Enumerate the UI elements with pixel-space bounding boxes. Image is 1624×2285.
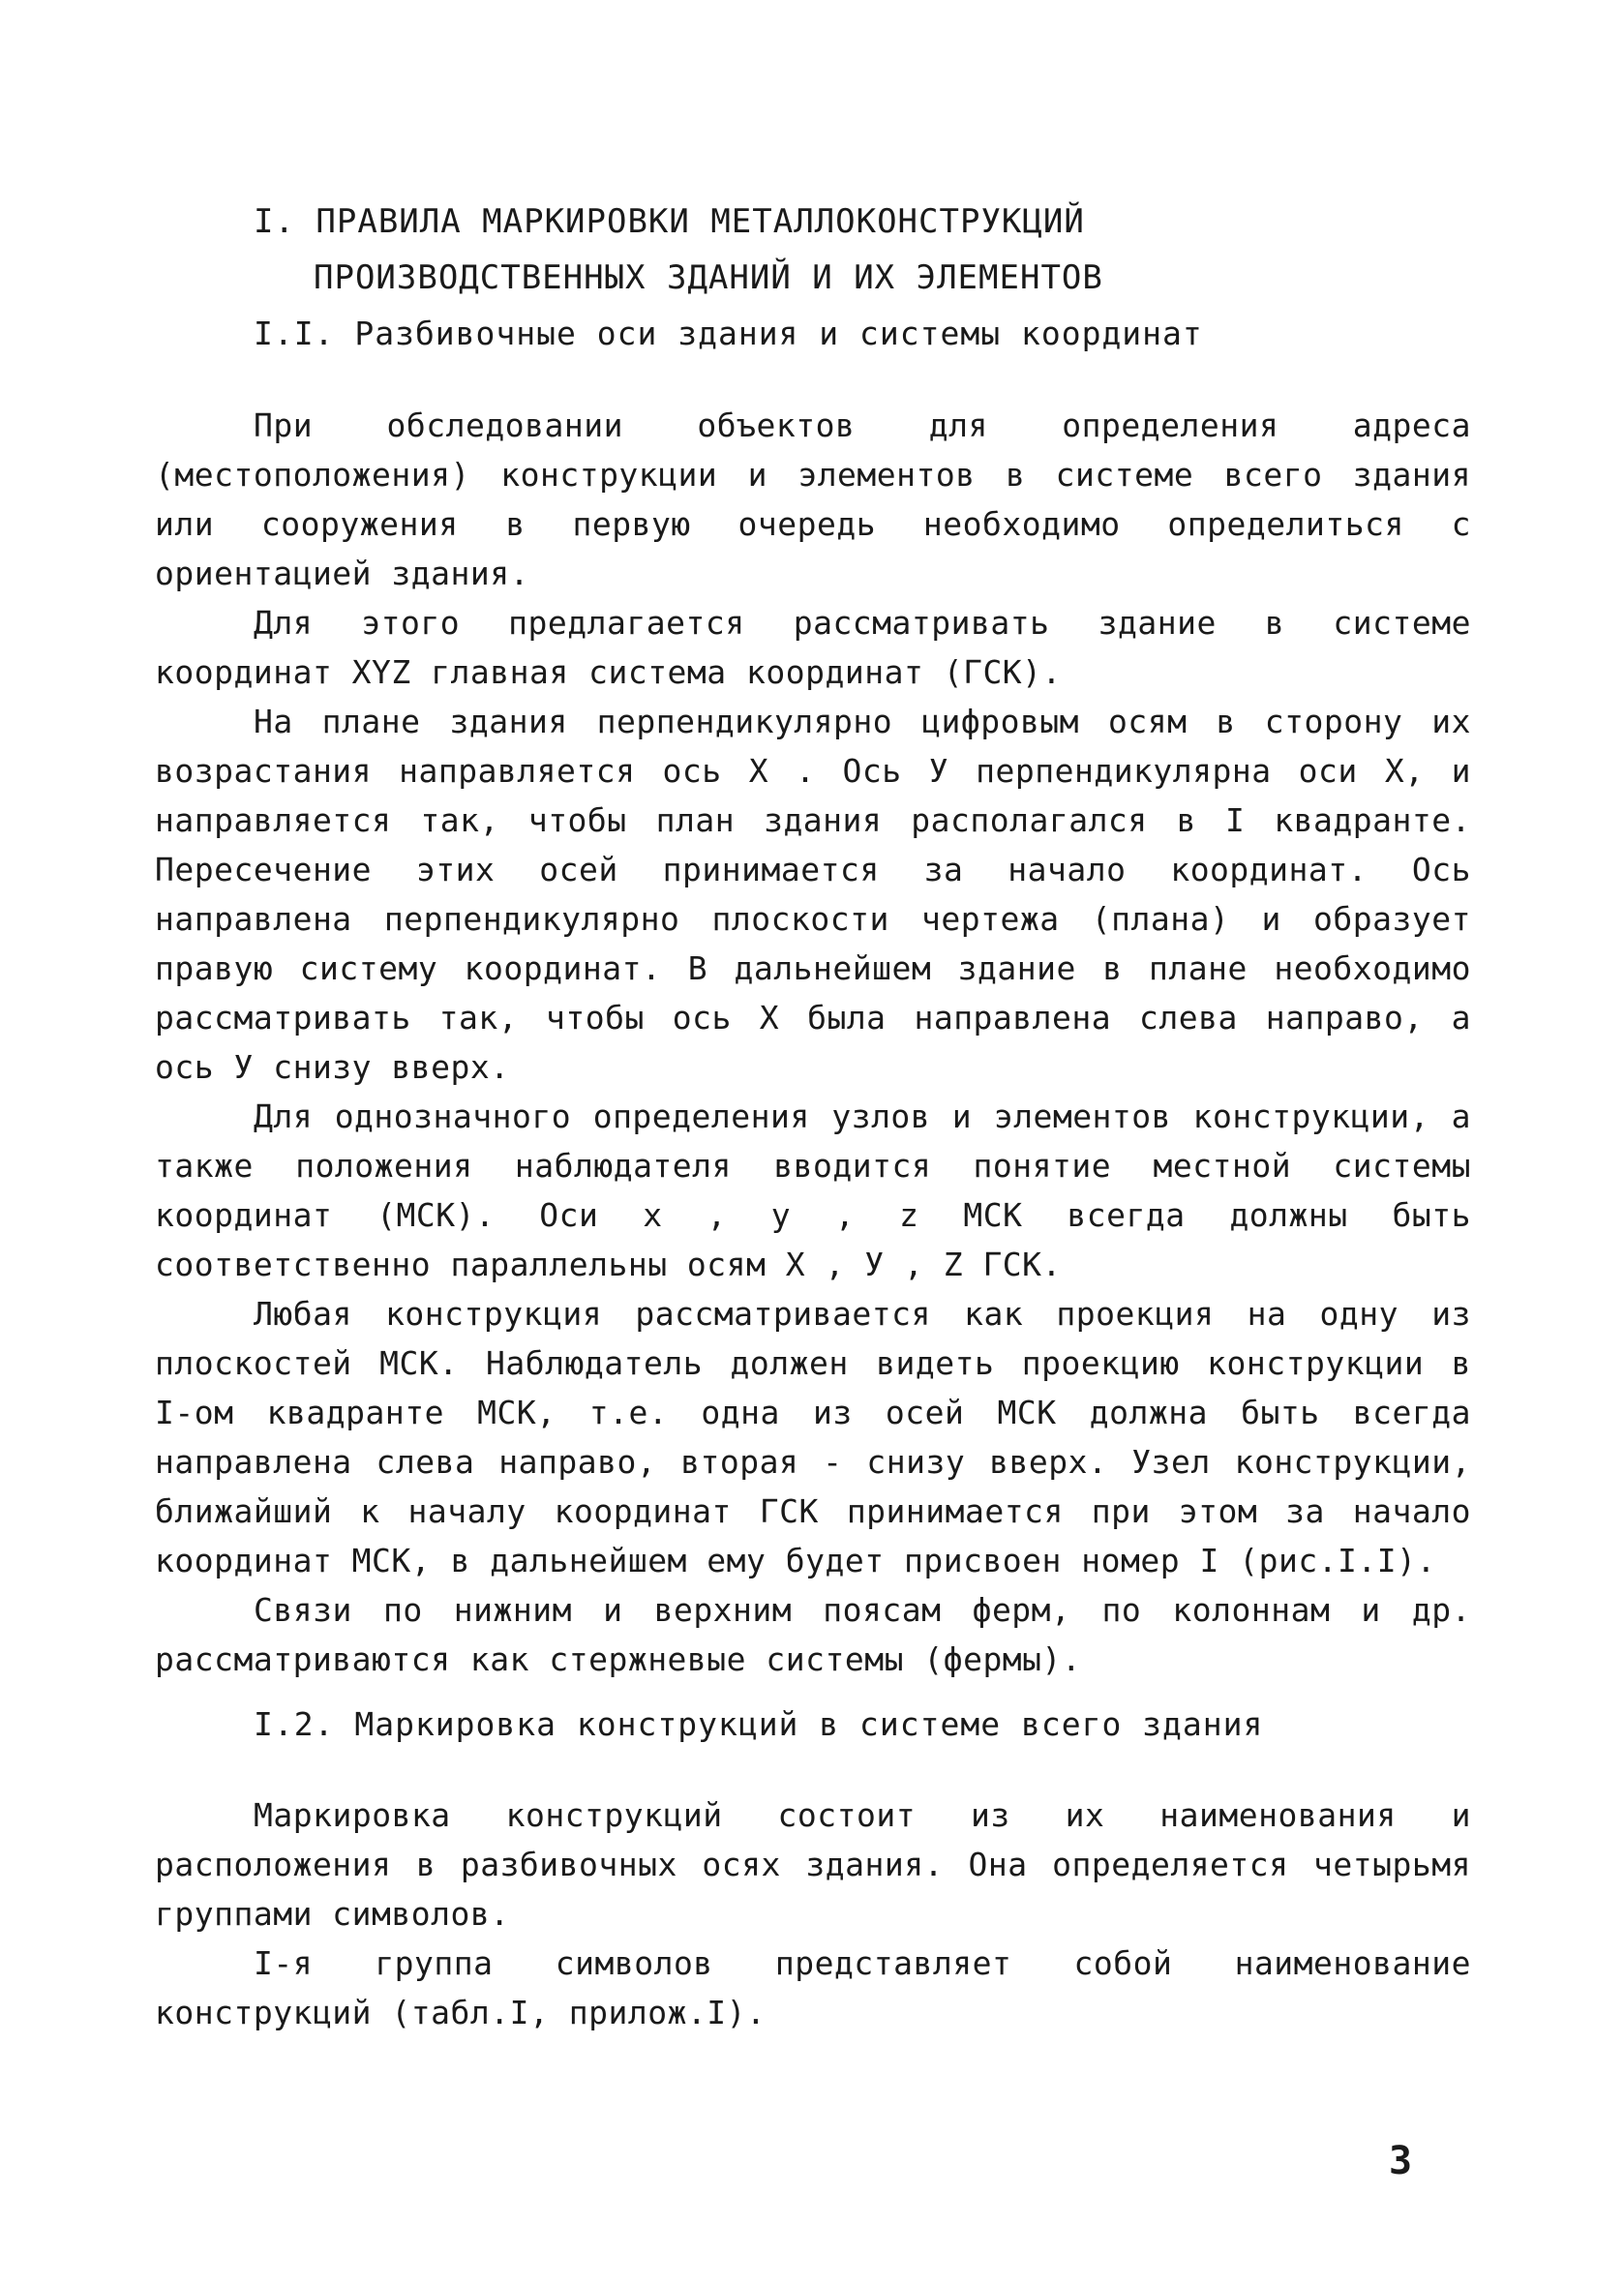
- paragraph: Связи по нижним и верхним поясам ферм, по колоннам и др. рассматриваются как стержневые системы (фермы).: [155, 1591, 1471, 1678]
- paragraph: При обследовании объектов для определения адреса (местоположения) конструкции и элементов в системе всего здания или сооружения в первую очередь необходимо определиться с ориентацией здания.: [155, 406, 1471, 592]
- page-number: 3: [1389, 2139, 1413, 2183]
- paragraph: Маркировка конструкций состоит из их наименования и расположения в разбивочных осях здания. Она определяется четырьмя группами символов.: [155, 1796, 1471, 1933]
- chapter-heading-line-1: I. ПРАВИЛА МАРКИРОВКИ МЕТАЛЛОКОНСТРУКЦИЙ: [254, 202, 1085, 241]
- paragraph: Любая конструкция рассматривается как проекция на одну из плоскостей МСК. Наблюдатель должен видеть проекцию конструкции в I-ом квадранте МСК, т.е. одна из осей МСК должна быть всегда направлена слева направо, вторая - снизу вверх. Узел конструкции, ближайший к началу координат ГСК принимается при этом за начало координат МСК, в дальнейшем ему будет присвоен номер I (рис.I.I).: [155, 1295, 1471, 1579]
- paragraph: I-я группа символов представляет собой наименование конструкций (табл.I, прилож.I).: [155, 1944, 1471, 2031]
- section-1-2-body: [155, 1790, 1471, 2037]
- paragraph: Для этого предлагается рассматривать здание в системе координат XYZ главная система координат (ГСК).: [155, 604, 1471, 691]
- paragraph: Для однозначного определения узлов и элементов конструкции, а также положения наблюдателя вводится понятие местной системы координат (МСК). Оси x , y , z МСК всегда должны быть соответственно параллельны осям X , У , Z ГСК.: [155, 1097, 1471, 1283]
- section-1-1-body: [155, 401, 1471, 1684]
- paragraph: На плане здания перпендикулярно цифровым осям в сторону их возрастания направляется ось X . Ось У перпендикулярна оси X, и направляется так, чтобы план здания располагался в I квадранте. Пересечение этих осей принимается за начало координат. Ось направлена перпендикулярно плоскости чертежа (плана) и образует правую систему координат. В дальнейшем здание в плане необходимо рассматривать так, чтобы ось X была направлена слева направо, а ось У снизу вверх.: [155, 703, 1471, 1086]
- section-1-1-title: I.I. Разбивочные оси здания и системы координат: [254, 315, 1203, 352]
- section-1-2-title: I.2. Маркировка конструкций в системе всего здания: [254, 1705, 1264, 1743]
- chapter-heading: [254, 194, 1103, 306]
- chapter-heading-line-2: ПРОИЗВОДСТВЕННЫХ ЗДАНИЙ И ИХ ЭЛЕМЕНТОВ: [314, 258, 1103, 297]
